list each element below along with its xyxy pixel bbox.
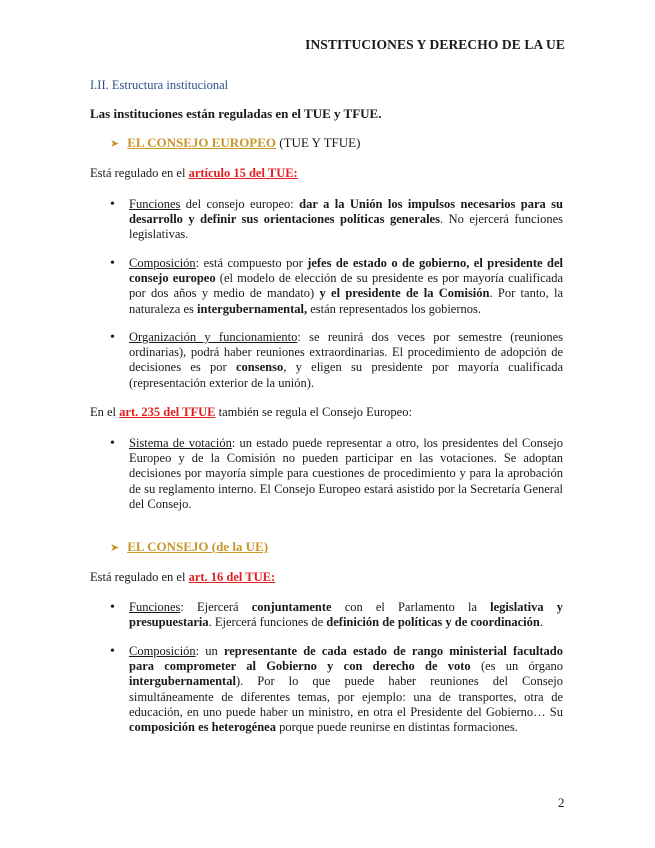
list-item [110,436,563,512]
item-bold: representante de cada estado de rango ministerial facultado para comprometer al Gobierno y con derecho de voto [129,644,563,674]
item-text: ). Por lo que puede haber reuniones del Consejo simultáneamente de diferentes temas, por ejemplo: una de transportes, otra de educación, en uno puede haber un ministro, en otra el Presidente del Gobierno… Su [129,674,563,719]
item-bold: intergubernamental, [197,301,308,316]
item-label: Funciones [129,600,181,614]
item-text: del consejo europeo: [180,197,300,211]
article-reference: artículo 15 del TUE: [188,166,298,180]
heading-consejo-europeo [110,135,360,151]
item-bold: legislativa y presupuestaria [129,600,563,630]
item-text: con el Parlamento la [331,600,491,614]
consejo-ue-list [110,600,563,630]
list-item [110,644,563,735]
item-label: Organización y funcionamiento [129,330,298,344]
item-text: (el modelo de elección de su presidente es por mayoría cualificada por dos años y medio de mandato) [129,271,563,301]
item-label: Composición [129,256,196,270]
consejo-europeo-list [110,256,563,317]
regulated-prefix: Está regulado en el [90,166,189,180]
consejo-europeo-list [110,197,563,243]
arrow-bullet-icon: ➤ [110,542,120,554]
item-bold: composición es heterogénea [129,720,276,735]
tfue-prefix: En el [90,405,120,419]
item-label: Composición [129,644,196,658]
item-text: . [539,615,543,630]
regulated-prefix: Está regulado en el [90,570,189,584]
consejo-europeo-list [110,330,563,391]
item-bold: consenso [235,360,284,375]
article-reference: art. 235 del TFUE [119,405,216,419]
item-bold: intergubernamental [129,674,236,689]
item-label: Sistema de votación [129,436,232,450]
item-bold: y el presidente de la Comisión [319,286,490,301]
item-text: . Ejercerá funciones de [208,615,327,630]
regulated-paragraph [90,166,298,181]
intro-statement: Las instituciones están reguladas en el TUE y TFUE. [90,106,382,121]
item-text: . Por tanto, la naturaleza es [129,286,563,316]
tfue-suffix: también se regula el Consejo Europeo: [215,405,412,419]
running-header: INSTITUCIONES Y DERECHO DE LA UE [305,37,565,52]
page-number: 2 [558,795,565,810]
section-title: I.II. Estructura institucional [90,78,229,92]
item-text: , y eligen su presidente por mayoría cualificada (representación exterior de la unión). [129,360,563,390]
item-text: : un [195,644,224,658]
heading-suffix: (TUE Y TFUE) [276,135,361,150]
item-text: : se reunirá dos veces por semestre (reuniones ordinarias), podrá haber reuniones extraordinarias. El procedimiento de adopción de decisiones es por [129,330,563,375]
item-text: porque puede reunirse en distintas formaciones. [275,720,518,735]
list-item [110,600,563,630]
consejo-ue-list [110,644,563,735]
tfue-paragraph [90,405,412,420]
item-bold: dar a la Unión los impulsos necesarios para su desarrollo y definir sus orientaciones políticas generales [129,197,563,227]
heading-consejo-ue [110,539,268,555]
item-text: : un estado puede representar a otro, los presidentes del Consejo Europeo y de la Comisión no pueden participar en las votaciones. Se adoptan decisiones por mayoría simple para cuestiones de procedimiento y para la aprobación de su reglamento interno. El Consejo Europeo estará asistido por la Secretaría General del Consejo. [129,436,563,511]
item-bold: conjuntamente [251,600,332,614]
item-text: : Ejercerá [180,600,252,614]
list-item [110,330,563,391]
item-text: están representados los gobiernos. [307,301,481,316]
item-text: (es un órgano [470,659,563,674]
heading-title: EL CONSEJO (de la UE) [127,539,269,554]
item-text: : está compuesto por [195,256,308,270]
list-item [110,197,563,243]
item-label: Funciones [129,197,181,211]
item-text: . No ejercerá funciones legislativas. [129,212,563,242]
article-reference: art. 16 del TUE: [188,570,276,584]
heading-title: EL CONSEJO EUROPEO [127,135,277,150]
regulated-paragraph [90,570,275,585]
arrow-bullet-icon: ➤ [110,138,120,150]
item-bold: jefes de estado o de gobierno, el presidente del consejo europeo [129,256,563,286]
list-item [110,256,563,317]
votacion-list [110,436,563,512]
item-bold: definición de políticas y de coordinación [326,615,540,630]
